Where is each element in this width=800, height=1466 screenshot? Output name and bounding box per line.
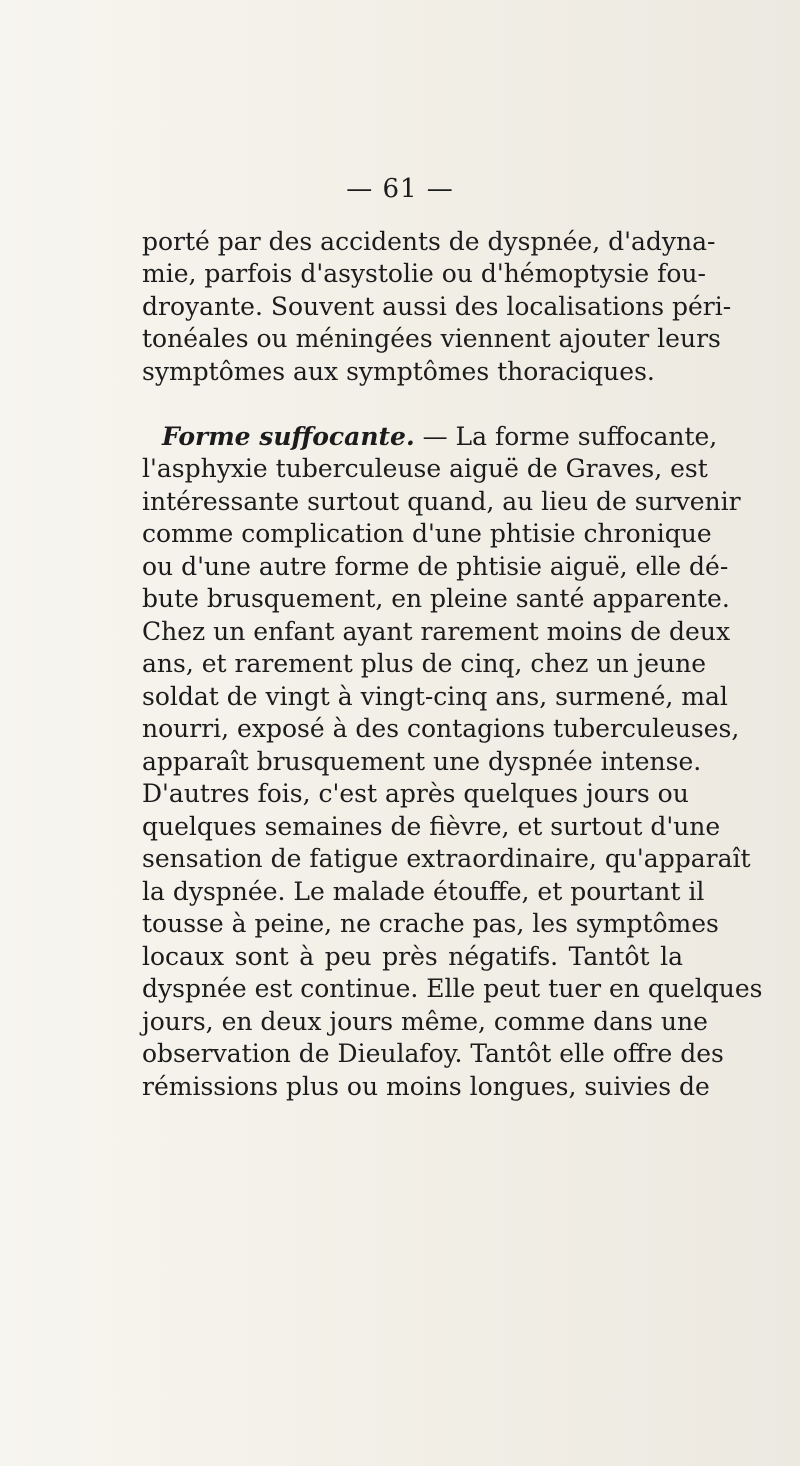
- text-line: jours, en deux jours même, comme dans une: [142, 1007, 708, 1036]
- text-line: ou d'une autre forme de phtisie aiguë, elle dé-: [142, 552, 729, 581]
- text-line: rémissions plus ou moins longues, suivies de: [142, 1072, 710, 1101]
- text-line: ans, et rarement plus de cinq, chez un jeune: [142, 649, 707, 678]
- text-line: la dyspnée. Le malade étouffe, et pourtant il: [142, 877, 705, 906]
- page-number: — 61 —: [346, 174, 454, 204]
- text-line: quelques semaines de fièvre, et surtout d'une: [142, 812, 721, 841]
- text-line: porté par des accidents de dyspnée, d'adyna-: [142, 227, 716, 256]
- text-line: tousse à peine, ne crache pas, les symptômes: [142, 909, 719, 938]
- text-line: bute brusquement, en pleine santé apparente.: [142, 584, 730, 613]
- heading-line-rest: — La forme suffocante,: [414, 422, 718, 451]
- text-line: nourri, exposé à des contagions tuberculeuses,: [142, 714, 740, 743]
- text-line: locaux sont à peu près négatifs. Tantôt la: [142, 942, 683, 971]
- text-line: apparaît brusquement une dyspnée intense.: [142, 747, 702, 776]
- text-line: l'asphyxie tuberculeuse aiguë de Graves, est: [142, 454, 708, 483]
- text-line: soldat de vingt à vingt-cinq ans, surmené, mal: [142, 682, 728, 711]
- text-line: symptômes aux symptômes thoraciques.: [142, 357, 655, 386]
- text-line: D'autres fois, c'est après quelques jours ou: [142, 779, 689, 808]
- text-line: mie, parfois d'asystolie ou d'hémoptysie fou-: [142, 259, 706, 288]
- text-line: Chez un enfant ayant rarement moins de deux: [142, 617, 731, 646]
- text-line: intéressante surtout quand, au lieu de survenir: [142, 487, 741, 516]
- section-heading: Forme suffocante.: [162, 422, 415, 451]
- text-line: tonéales ou méningées viennent ajouter leurs: [142, 324, 721, 353]
- text-line: sensation de fatigue extraordinaire, qu'apparaît: [142, 844, 751, 873]
- text-line: dyspnée est continue. Elle peut tuer en quelques: [142, 974, 763, 1003]
- heading-line: [162, 421, 718, 453]
- text-line: comme complication d'une phtisie chronique: [142, 519, 712, 548]
- text-line: observation de Dieulafoy. Tantôt elle offre des: [142, 1039, 724, 1068]
- text-line: droyante. Souvent aussi des localisations péri-: [142, 292, 732, 321]
